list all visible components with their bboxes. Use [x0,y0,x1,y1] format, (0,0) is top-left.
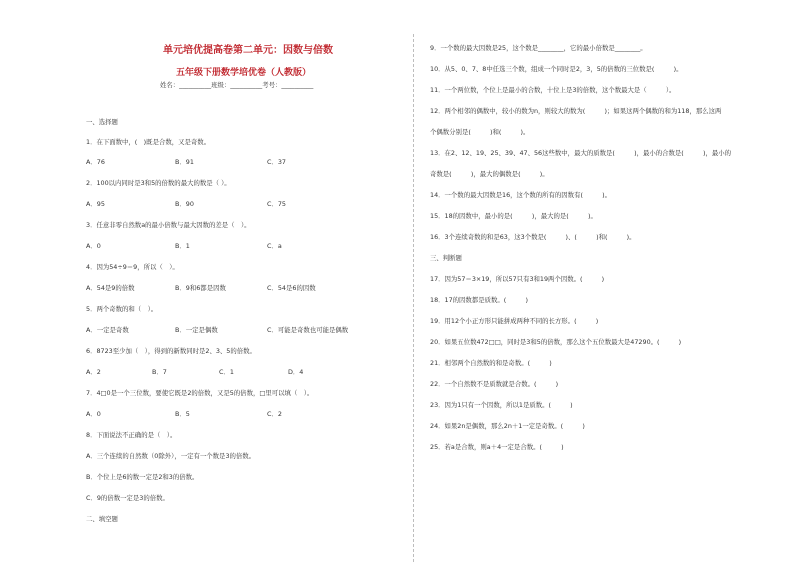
q7-option-c: C．2 [267,410,282,418]
q3-option-b: B．1 [175,242,190,250]
question-6: 6．8723至少加（ ），得到的新数同时是2、3、5的倍数。 [86,347,256,355]
q8-option-c: C．9的倍数一定是3的倍数。 [86,494,169,502]
question-10: 10．从5、0、7、8中任选三个数，组成一个同时是2，3，5的倍数的三位数是( )。 [430,65,683,73]
section-fill-heading: 二、填空题 [86,515,118,523]
question-23: 23．因为1只有一个因数，所以1是质数。( ) [430,401,573,409]
q7-option-a: A．0 [86,410,101,418]
question-13-line-2: 奇数是( )，最大的偶数是( )。 [430,170,549,178]
student-info-line: 姓名：__________班级：__________考号：__________ [160,81,314,89]
question-12-line-2: 个偶数分别是( )和( )。 [430,128,530,136]
q4-option-c: C．54是6的因数 [267,284,316,292]
q2-option-b: B．90 [175,200,194,208]
q6-option-b: B．7 [152,368,167,376]
q1-option-b: B．91 [175,158,194,166]
question-13-line-1: 13．在2、12、19、25、39、47、56这些数中，最大的质数是( )，最小的合数是( )，最小的 [430,149,732,157]
q8-option-b: B．个位上是6的数一定是2和3的倍数。 [86,473,199,481]
question-1: 1．在下面数中，( )既是合数，又是奇数。 [86,138,211,146]
question-19: 19．用12个小正方形只能拼成两种不同的长方形。( ) [430,317,599,325]
q1-option-a: A．76 [86,158,105,166]
question-17: 17．因为57＝3×19，所以57只有3和19两个因数。( ) [430,275,605,283]
question-8: 8．下面说法不正确的是（ ）。 [86,431,177,439]
q5-option-c: C．可能是奇数也可能是偶数 [267,326,349,334]
question-15: 15．18的因数中，最小的是( )，最大的是( )。 [430,212,597,220]
question-14: 14．一个数的最大因数是16，这个数的所有的因数有( )。 [430,191,612,199]
exam-title: 单元培优提高卷第二单元：因数与倍数 [163,45,333,56]
question-21: 21．相邻两个自然数的和是奇数。( ) [430,359,552,367]
q2-option-c: C．75 [267,200,286,208]
question-20: 20．如果五位数472□□，同时是3和5的倍数，那么这个五位数最大是47290。( ) [430,338,682,346]
question-4: 4．因为54÷9＝9，所以（ ）。 [86,263,179,271]
q7-option-b: B．5 [175,410,190,418]
q8-option-a: A．三个连续的自然数（0除外），一定有一个数是3的倍数。 [86,452,256,460]
q1-option-c: C．37 [267,158,286,166]
q5-option-a: A．一定是奇数 [86,326,129,334]
question-18: 18．17的因数都是质数。( ) [430,296,528,304]
question-16: 16．3个连续奇数的和是63，这3个数是( )、( )和( )。 [430,233,636,241]
question-9: 9．一个数的最大因数是25，这个数是________，它的最小倍数是________。 [430,44,647,52]
q3-option-a: A．0 [86,242,101,250]
q5-option-b: B．一定是偶数 [175,326,218,334]
question-2: 2．100以内同时是3和5的倍数的最大的数是（ ）。 [86,179,231,187]
section-judge-heading: 三、判断题 [430,254,462,262]
q6-option-c: C．1 [219,368,234,376]
q2-option-a: A．95 [86,200,105,208]
question-25: 25．若a是合数，则a＋4一定是合数。( ) [430,443,564,451]
question-11: 11．一个两位数，个位上是最小的合数，十位上是3的倍数，这个数最大是（ ）。 [430,86,676,94]
right-page [414,0,794,562]
question-12-line-1: 12．两个相邻的偶数中，较小的数为n，则较大的数为( )；如果这两个偶数的和为118，那么这两 [430,107,722,115]
q4-option-a: A．54是9的倍数 [86,284,135,292]
question-5: 5．两个奇数的和（ ）。 [86,305,158,313]
q3-option-c: C．a [267,242,282,250]
question-3: 3．任意非零自然数a的最小倍数与最大因数的差是（ ）。 [86,221,251,229]
q4-option-b: B．9和6都是因数 [175,284,226,292]
q6-option-a: A．2 [86,368,101,376]
q6-option-d: D．4 [288,368,304,376]
question-7: 7．4□0是一个三位数，要使它既是2的倍数，又是5的倍数，□里可以填（ ）。 [86,389,314,397]
section-choice-heading: 一、选择题 [86,118,118,126]
question-24: 24．如果2n是偶数，那么2n＋1一定是奇数。( ) [430,422,585,430]
exam-subtitle: 五年级下册数学培优卷（人教版） [176,68,312,78]
question-22: 22．一个自然数不是质数就是合数。( ) [430,380,559,388]
